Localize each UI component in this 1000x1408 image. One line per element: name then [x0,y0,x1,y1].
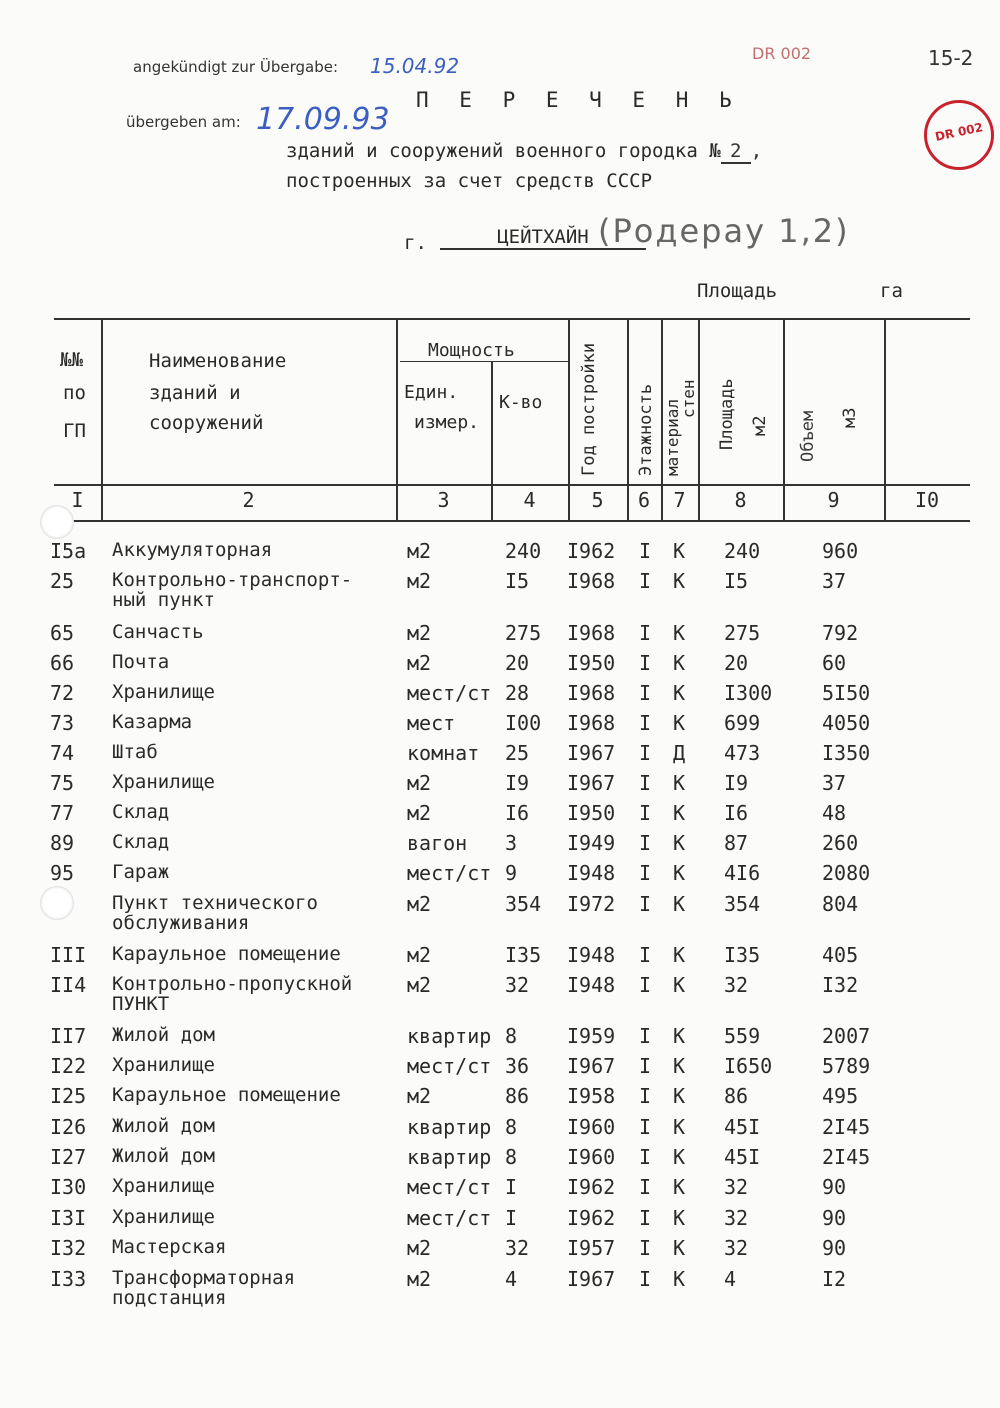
unit-of-measure: мест/ст [407,1054,492,1078]
area-m2: 559 [724,1024,761,1048]
building-name: Жилой дом [112,1115,215,1137]
wall-material: К [673,1115,686,1139]
header-area-2: м2 [750,415,770,436]
header-num-1: №№ [60,349,83,371]
table-row [0,742,1000,772]
construction-year: I962 [567,539,616,563]
row-number: 89 [50,831,75,855]
volume-m3: 4050 [822,711,871,735]
area-m2: 32 [724,1175,749,1199]
building-name: Жилой дом [112,1024,215,1046]
wall-material: К [673,621,686,645]
unit-of-measure: мест [407,711,456,735]
quantity: 86 [505,1084,530,1108]
construction-year: I968 [567,681,616,705]
table-row [0,540,1000,570]
row-number: I25 [50,1084,87,1108]
header-floors: Этажность [636,383,656,476]
corner-code: DR 002 [752,44,812,63]
archive-circle-stamp [924,100,994,170]
quantity: 275 [505,621,542,645]
floors: I [639,1054,652,1078]
quantity: 32 [505,1236,530,1260]
quantity: I [505,1206,518,1230]
wall-material: К [673,711,686,735]
floors: I [639,973,652,997]
quantity: 240 [505,539,542,563]
wall-material: К [673,1206,686,1230]
volume-m3: 5789 [822,1054,871,1078]
table-row [0,1267,1000,1309]
unit-of-measure: квартир [407,1024,492,1048]
building-name: Склад [112,831,170,853]
wall-material: К [673,539,686,563]
volume-m3: 37 [822,569,847,593]
row-number: I30 [50,1175,87,1199]
wall-material: К [673,973,686,997]
floors: I [639,741,652,765]
row-number: 65 [50,621,75,645]
building-name: Мастерская [112,1236,227,1258]
building-name: Склад [112,801,170,823]
building-name: Казарма [112,711,193,733]
header-name-2: зданий и [149,382,241,404]
floors: I [639,861,652,885]
quantity: 20 [505,651,530,675]
quantity: 4 [505,1267,518,1291]
area-m2: 699 [724,711,761,735]
area-m2: 473 [724,741,761,765]
area-m2: 275 [724,621,761,645]
construction-year: I950 [567,651,616,675]
area-m2: 87 [724,831,749,855]
announced-label: angekündigt zur Übergabe: [133,58,339,76]
building-name: Штаб [112,741,158,763]
unit-of-measure: комнат [407,741,480,765]
title-line-2: построенных за счет средств СССР [286,170,653,192]
row-number: 25 [50,569,75,593]
floors: I [639,711,652,735]
unit-of-measure: мест/ст [407,681,492,705]
row-number: 77 [50,801,75,825]
construction-year: I948 [567,861,616,885]
volume-m3: 2I45 [822,1145,871,1169]
header-area-1: Площадь [717,378,737,450]
wall-material: К [673,1145,686,1169]
table-row [0,1207,1000,1237]
building-name: Санчасть [112,621,204,643]
area-m2: I9 [724,771,749,795]
area-m2: 86 [724,1084,749,1108]
wall-material: К [673,943,686,967]
row-number: I33 [50,1267,87,1291]
row-number: I3I [50,1206,87,1230]
quantity: I5 [505,569,530,593]
wall-material: К [673,771,686,795]
unit-of-measure: вагон [407,831,468,855]
unit-of-measure: м2 [407,569,432,593]
header-bottom-line [54,484,970,486]
table-row [0,892,1000,934]
building-name: Хранилище [112,681,215,703]
floors: I [639,801,652,825]
construction-year: I958 [567,1084,616,1108]
header-unit-1: Един. [404,382,459,403]
column-number-9: 9 [827,488,840,512]
quantity: I00 [505,711,542,735]
volume-m3: 2I45 [822,1115,871,1139]
volume-m3: 48 [822,801,847,825]
quantity: 25 [505,741,530,765]
header-volume-2: м3 [840,407,860,428]
area-label: Площадь [697,280,778,302]
construction-year: I967 [567,771,616,795]
table-row [0,682,1000,712]
construction-year: I948 [567,943,616,967]
area-m2: 240 [724,539,761,563]
page-number: 15-2 [928,46,974,70]
table-row [0,1085,1000,1115]
building-name: Хранилище [112,1054,215,1076]
header-volume-1: Объем [798,410,818,462]
table-row [0,802,1000,832]
volume-m3: 495 [822,1084,859,1108]
row-number: I26 [50,1115,87,1139]
quantity: 32 [505,973,530,997]
header-name-1: Наименование [149,350,287,372]
area-m2: 32 [724,1236,749,1260]
floors: I [639,1115,652,1139]
building-name: Контрольно-транспорт- ный пункт [112,569,353,611]
volume-m3: I2 [822,1267,847,1291]
row-number: 66 [50,651,75,675]
area-m2: 45I [724,1115,761,1139]
floors: I [639,831,652,855]
building-name: Контрольно-пропускной ПУНКТ [112,973,353,1015]
row-number: II4 [50,973,87,997]
area-m2: 20 [724,651,749,675]
row-number: 73 [50,711,75,735]
area-m2: 4 [724,1267,737,1291]
area-m2: 4I6 [724,861,761,885]
floors: I [639,943,652,967]
quantity: 8 [505,1024,518,1048]
area-m2: I300 [724,681,773,705]
volume-m3: 2080 [822,861,871,885]
unit-of-measure: м2 [407,892,432,916]
header-walls-1: материал [663,398,682,476]
floors: I [639,1267,652,1291]
building-name: Жилой дом [112,1145,215,1167]
unit-of-measure: м2 [407,621,432,645]
wall-material: К [673,831,686,855]
area-m2: I650 [724,1054,773,1078]
table-row [0,1146,1000,1176]
unit-of-measure: мест/ст [407,861,492,885]
volume-m3: I350 [822,741,871,765]
quantity: I [505,1175,518,1199]
title-line-1-text: зданий и сооружений военного городка № [286,140,721,162]
quantity: 3 [505,831,518,855]
unit-of-measure: мест/ст [407,1175,492,1199]
volume-m3: 90 [822,1236,847,1260]
area-m2: 32 [724,973,749,997]
area-m2: I6 [724,801,749,825]
quantity: 28 [505,681,530,705]
unit-of-measure: м2 [407,539,432,563]
construction-year: I950 [567,801,616,825]
header-year: Год постройки [579,342,599,476]
volume-m3: 405 [822,943,859,967]
unit-of-measure: м2 [407,943,432,967]
row-number: I5a [50,539,87,563]
table-row [0,569,1000,611]
unit-of-measure: м2 [407,771,432,795]
building-name: Караульное помещение [112,943,341,965]
floors: I [639,651,652,675]
unit-of-measure: м2 [407,801,432,825]
unit-of-measure: квартир [407,1145,492,1169]
unit-of-measure: м2 [407,973,432,997]
volume-m3: 792 [822,621,859,645]
table-row [0,862,1000,892]
table-row [0,712,1000,742]
table-row [0,772,1000,802]
wall-material: Д [673,741,686,765]
floors: I [639,569,652,593]
volume-m3: 260 [822,831,859,855]
floors: I [639,539,652,563]
column-number-7: 7 [673,488,686,512]
row-number: 72 [50,681,75,705]
handed-date: 17.09.93 [256,102,390,137]
construction-year: I962 [567,1175,616,1199]
floors: I [639,1145,652,1169]
construction-year: I949 [567,831,616,855]
table-row [0,944,1000,974]
table-row [0,1025,1000,1055]
wall-material: К [673,1054,686,1078]
column-number-line [54,520,970,522]
volume-m3: 5I50 [822,681,871,705]
table-row [0,1237,1000,1267]
quantity: I6 [505,801,530,825]
table-row [0,1055,1000,1085]
header-name-3: сооружений [149,412,264,434]
column-number-4: 4 [523,488,536,512]
header-power: Мощность [428,340,515,361]
construction-year: I962 [567,1206,616,1230]
city-handwritten-note: (Родерау 1,2) [598,212,850,250]
column-number-6: 6 [637,488,651,512]
punch-hole [40,886,74,920]
table-row [0,652,1000,682]
column-number-2: 2 [242,488,255,512]
quantity: 9 [505,861,518,885]
floors: I [639,1175,652,1199]
red-stamp-text: DR 002 [933,120,985,144]
wall-material: К [673,1024,686,1048]
header-walls-2: стен [679,379,698,418]
row-number: 74 [50,741,75,765]
table-row [0,622,1000,652]
wall-material: К [673,1267,686,1291]
building-name: Хранилище [112,1206,215,1228]
floors: I [639,1236,652,1260]
volume-m3: I32 [822,973,859,997]
floors: I [639,892,652,916]
volume-m3: 960 [822,539,859,563]
area-m2: 45I [724,1145,761,1169]
construction-year: I960 [567,1115,616,1139]
construction-year: I967 [567,1267,616,1291]
header-unit-2: измер. [414,412,480,433]
quantity: 354 [505,892,542,916]
wall-material: К [673,1084,686,1108]
volume-m3: 804 [822,892,859,916]
construction-year: I967 [567,1054,616,1078]
unit-of-measure: мест/ст [407,1206,492,1230]
row-number: I27 [50,1145,87,1169]
unit-of-measure: м2 [407,1236,432,1260]
row-number: I22 [50,1054,87,1078]
construction-year: I957 [567,1236,616,1260]
building-name: Гараж [112,861,170,883]
table-top-line [54,318,970,320]
volume-m3: 37 [822,771,847,795]
unit-of-measure: квартир [407,1115,492,1139]
row-number: 95 [50,861,75,885]
military-town-number: 2 [721,140,751,164]
volume-m3: 2007 [822,1024,871,1048]
table-row [0,832,1000,862]
floors: I [639,1024,652,1048]
construction-year: I968 [567,711,616,735]
area-m2: 354 [724,892,761,916]
unit-of-measure: м2 [407,1267,432,1291]
floors: I [639,771,652,795]
construction-year: I960 [567,1145,616,1169]
building-name: Трансформаторная подстанция [112,1267,296,1309]
table-row [0,1176,1000,1206]
building-name: Караульное помещение [112,1084,341,1106]
table-row [0,973,1000,1015]
building-name: Пункт технического обслуживания [112,892,318,934]
building-name: Аккумуляторная [112,539,273,561]
floors: I [639,1206,652,1230]
wall-material: К [673,1236,686,1260]
wall-material: К [673,801,686,825]
city-prefix: г. [404,232,427,254]
row-number: 75 [50,771,75,795]
area-m2: I35 [724,943,761,967]
building-name: Хранилище [112,1175,215,1197]
quantity: 36 [505,1054,530,1078]
quantity: I9 [505,771,530,795]
unit-of-measure: м2 [407,1084,432,1108]
document-title: П Е Р Е Ч Е Н Ь [416,88,741,112]
wall-material: К [673,651,686,675]
row-number: III [50,943,87,967]
building-name: Почта [112,651,170,673]
wall-material: К [673,681,686,705]
wall-material: К [673,1175,686,1199]
floors: I [639,621,652,645]
wall-material: К [673,569,686,593]
header-num-2: по [63,382,86,404]
area-m2: 32 [724,1206,749,1230]
wall-material: К [673,892,686,916]
column-number-5: 5 [591,488,604,512]
volume-m3: 90 [822,1206,847,1230]
area-unit: га [880,280,903,302]
quantity: 8 [505,1145,518,1169]
floors: I [639,1084,652,1108]
construction-year: I959 [567,1024,616,1048]
column-number-3: 3 [437,488,450,512]
announced-date: 15.04.92 [370,54,460,78]
title-line-1 [286,140,762,164]
construction-year: I967 [567,741,616,765]
quantity: 8 [505,1115,518,1139]
row-number: II7 [50,1024,87,1048]
column-number-1: I [71,488,84,512]
city-name: ЦЕЙТХАЙН [440,226,646,250]
wall-material: К [673,861,686,885]
unit-of-measure: м2 [407,651,432,675]
quantity: I35 [505,943,542,967]
header-qty: К-во [499,392,543,413]
area-m2: I5 [724,569,749,593]
column-number-8: 8 [734,488,747,512]
column-number-10: I0 [914,488,940,512]
handed-label: übergeben am: [126,113,241,131]
construction-year: I948 [567,973,616,997]
header-num-3: ГП [63,420,86,442]
table-row [0,1116,1000,1146]
title-line-1-end: , [750,140,763,162]
building-name: Хранилище [112,771,215,793]
row-number: I32 [50,1236,87,1260]
construction-year: I968 [567,569,616,593]
construction-year: I968 [567,621,616,645]
construction-year: I972 [567,892,616,916]
volume-m3: 60 [822,651,847,675]
punch-hole [40,505,74,539]
volume-m3: 90 [822,1175,847,1199]
floors: I [639,681,652,705]
